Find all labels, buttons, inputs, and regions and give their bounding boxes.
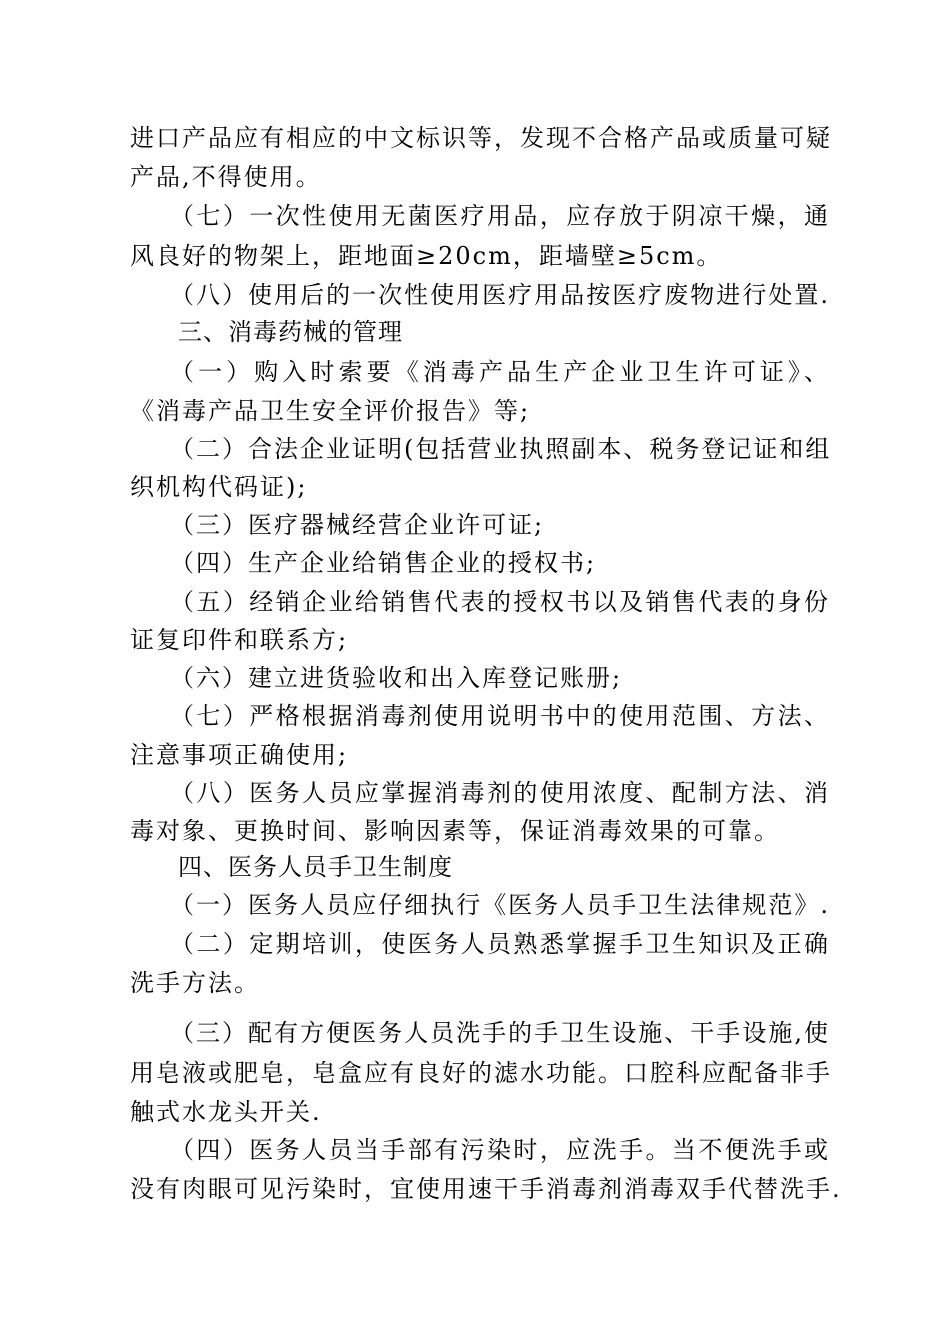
text-line: 证复印件和联系方;: [130, 626, 349, 654]
text-line: 进口产品应有相应的中文标识等，发现不合格产品或质量可疑: [130, 124, 832, 152]
text-line: 毒对象、更换时间、影响因素等，保证消毒效果的可靠。: [130, 817, 780, 845]
text-line: （二）定期培训，使医务人员熟悉掌握手卫生知识及正确: [170, 930, 830, 958]
section-heading: 三、消毒药械的管理: [178, 318, 403, 346]
text-line: （一）购入时索要《消毒产品生产企业卫生许可证》、: [170, 358, 830, 386]
text-line: 注意事项正确使用;: [130, 741, 349, 769]
text-line: （七）一次性使用无菌医疗用品，应存放于阴凉干燥，通: [170, 202, 830, 230]
text-line: （三）配有方便医务人员洗手的手卫生设施、干手设施,使: [170, 1019, 830, 1047]
text-line: （七）严格根据消毒剂使用说明书中的使用范围、方法、: [170, 702, 830, 730]
text-line: （二）合法企业证明(包括营业执照副本、税务登记证和组: [170, 435, 832, 463]
text-line: （一）医务人员应仔细执行《医务人员手卫生法律规范》.: [170, 891, 830, 919]
text-line: 用皂液或肥皂，皂盒应有良好的滤水功能。口腔科应配备非手: [130, 1059, 832, 1087]
text-line: （四）医务人员当手部有污染时，应洗手。当不便洗手或: [170, 1136, 830, 1164]
text-line: 织机构代码证);: [130, 473, 308, 501]
text-line: （四）生产企业给销售企业的授权书;: [170, 549, 597, 577]
text-line: （六）建立进货验收和出入库登记账册;: [170, 664, 623, 692]
text-line: 风良好的物架上，距地面≥20cm，距墙壁≥5cm。: [130, 242, 723, 270]
text-line: （八）医务人员应掌握消毒剂的使用浓度、配制方法、消: [170, 779, 830, 807]
section-heading: 四、医务人员手卫生制度: [178, 853, 453, 881]
text-line: 《消毒产品卫生安全评价报告》等;: [130, 397, 531, 425]
text-line: 洗手方法。: [130, 969, 260, 997]
text-line: 没有肉眼可见污染时，宜使用速干手消毒剂消毒双手代替洗手.: [130, 1175, 842, 1203]
text-line: （五）经销企业给销售代表的授权书以及销售代表的身份: [170, 588, 830, 616]
text-line: 触式水龙头开关.: [130, 1098, 322, 1126]
text-line: （八）使用后的一次性使用医疗用品按医疗废物进行处置.: [170, 281, 830, 309]
text-line: （三）医疗器械经营企业许可证;: [170, 511, 545, 539]
text-line: 产品,不得使用。: [130, 163, 322, 191]
